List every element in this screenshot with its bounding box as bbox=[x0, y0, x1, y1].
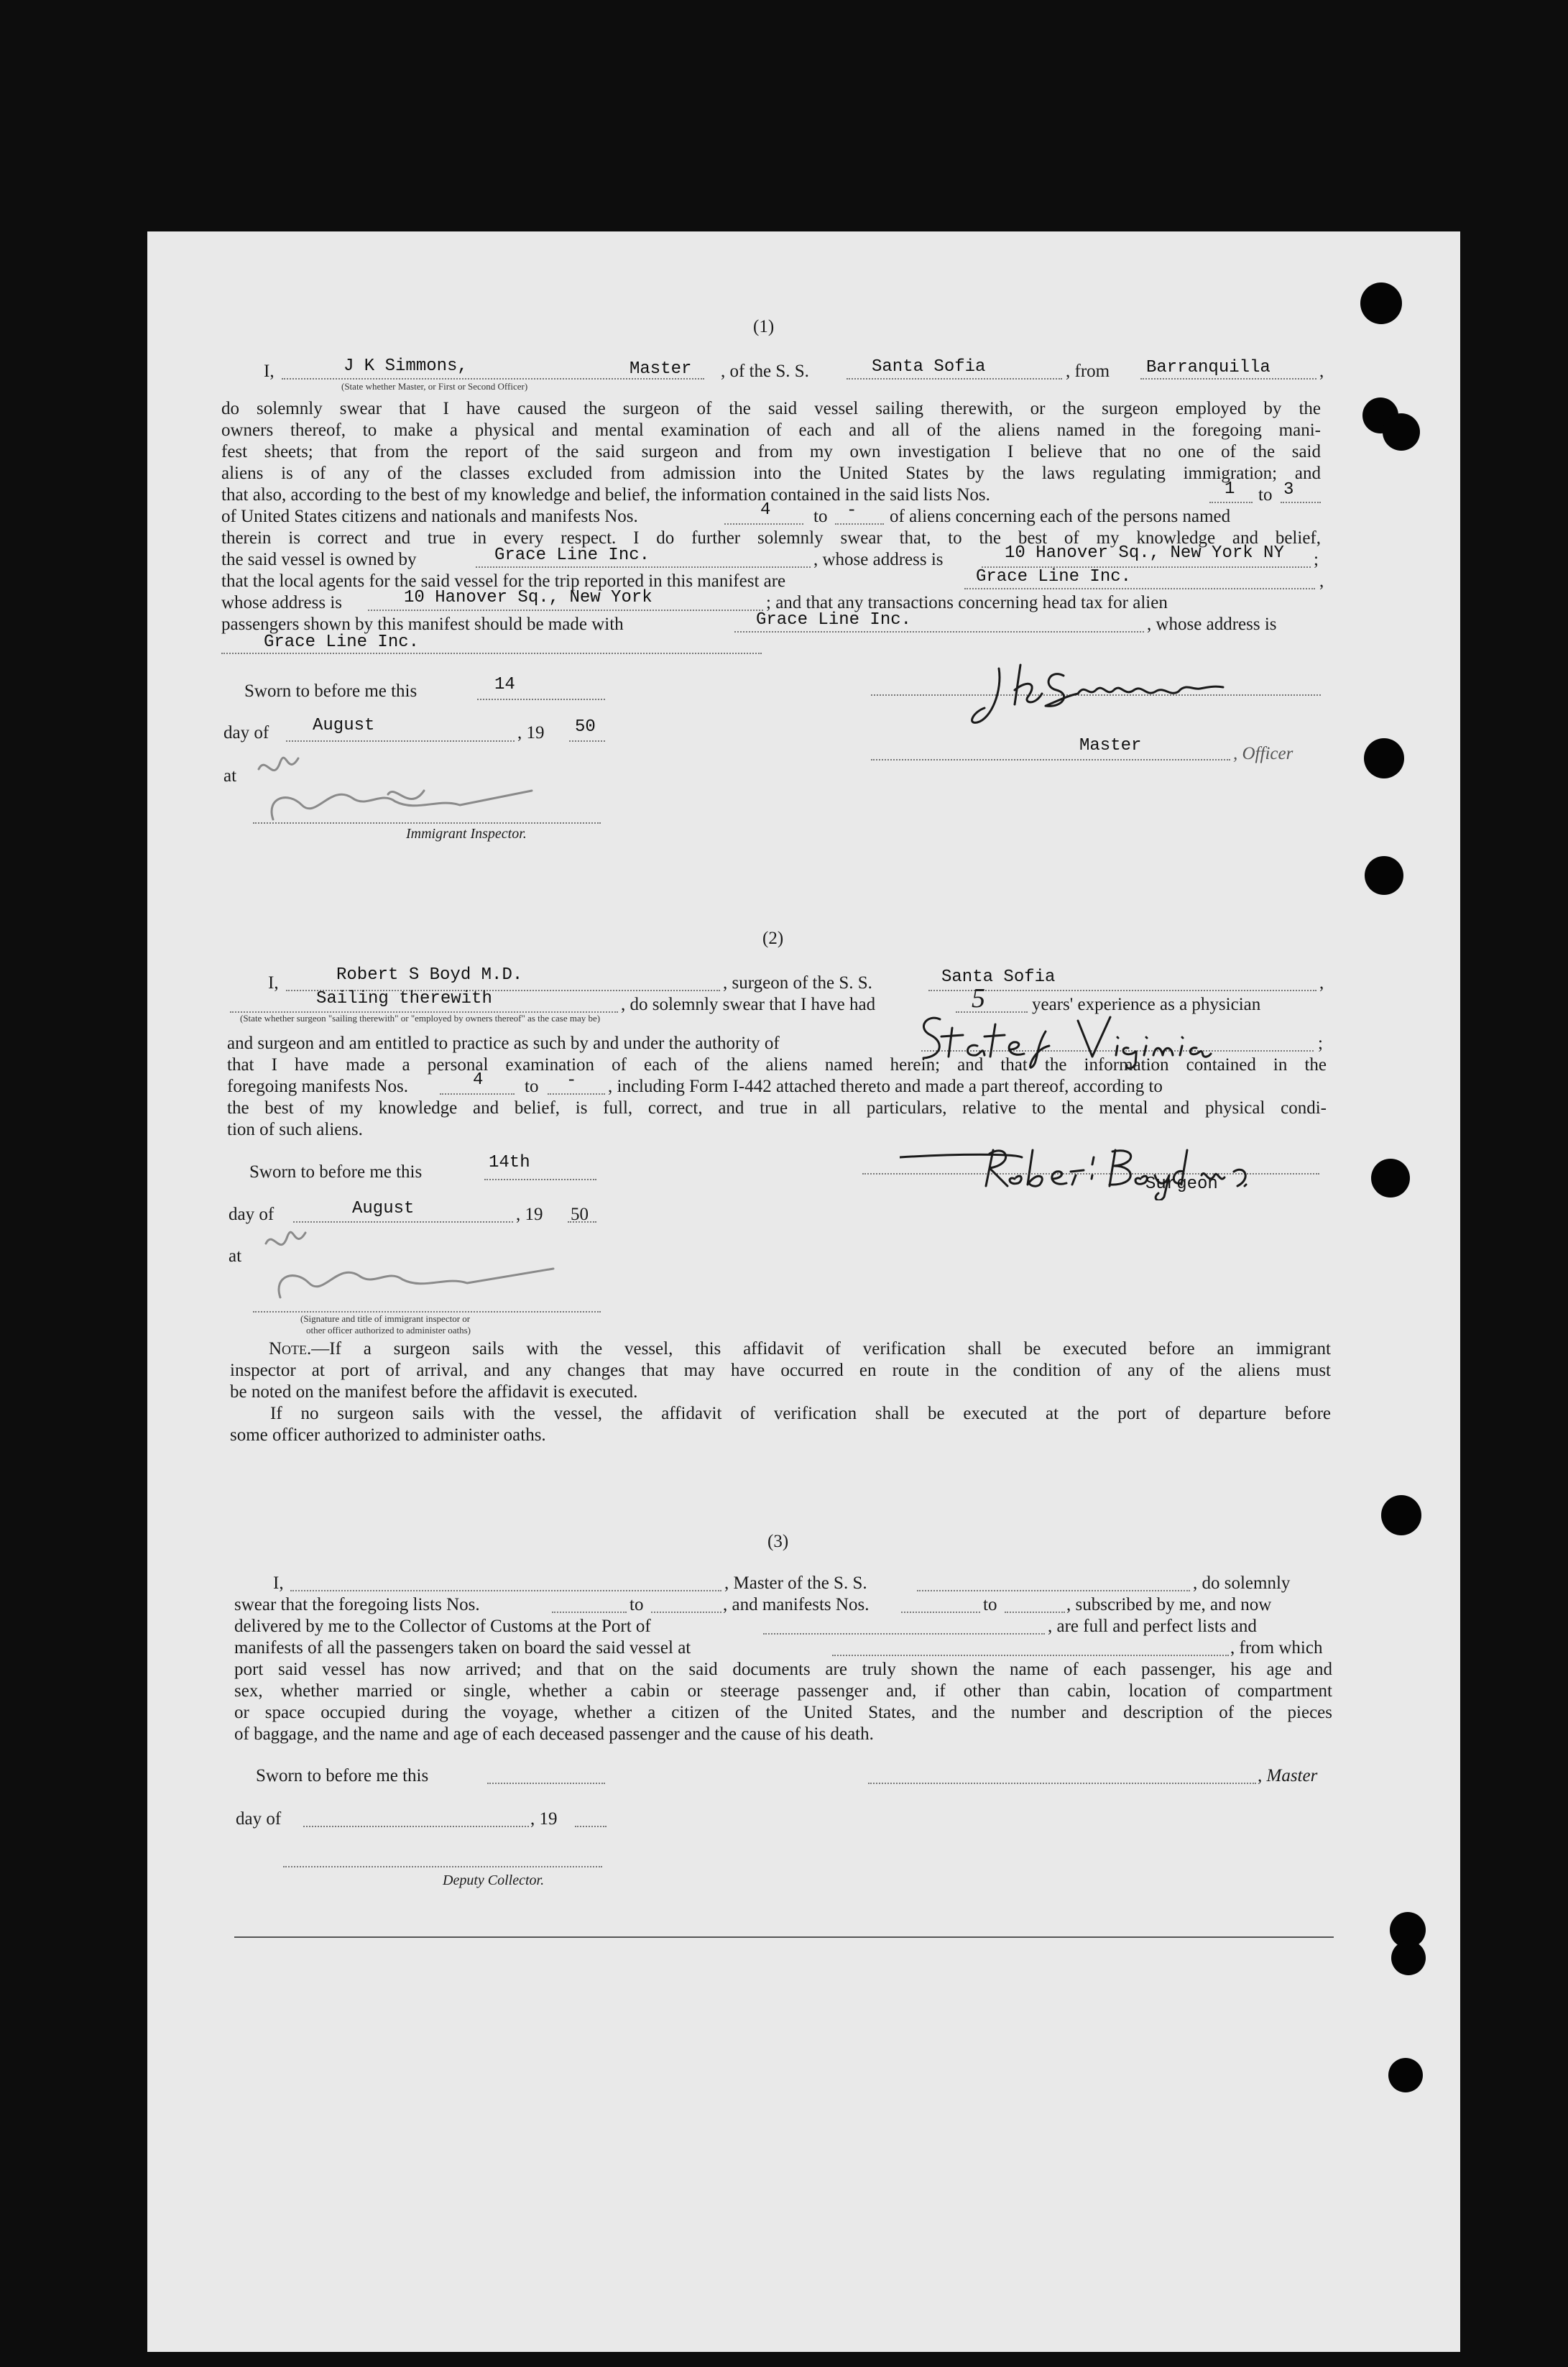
day-of-label: day of bbox=[236, 1809, 282, 1829]
manifests-clause-end: of aliens concerning each of the persons named bbox=[890, 507, 1231, 526]
sworn-day-line bbox=[484, 1179, 596, 1180]
from-port-value: Barranquilla bbox=[1146, 358, 1270, 377]
years-value: 5 bbox=[972, 983, 985, 1014]
owner-clause: the said vessel is owned by bbox=[221, 550, 417, 569]
examination-line: that I have made a personal examination of each of the aliens named herein; and that the information contained in the bbox=[227, 1055, 1327, 1075]
tax-with-value: Grace Line Inc. bbox=[756, 610, 912, 630]
day-of-label: day of bbox=[229, 1205, 275, 1224]
section-3-heading: (3) bbox=[767, 1532, 789, 1551]
manifests-label: , and manifests Nos. bbox=[723, 1595, 870, 1614]
day-of-label: day of bbox=[223, 723, 269, 743]
ship-name-value: Santa Sofia bbox=[872, 357, 986, 377]
year-line bbox=[575, 1826, 607, 1827]
surgeon-manifest-from-value: 4 bbox=[473, 1070, 484, 1090]
manifest-from-value: 4 bbox=[760, 500, 771, 520]
lists-to-line bbox=[1281, 502, 1321, 503]
sworn-day-line bbox=[487, 1783, 605, 1784]
manifests-from-line bbox=[901, 1612, 980, 1613]
inspector-signature bbox=[244, 740, 618, 834]
officer-label: , Officer bbox=[1233, 744, 1293, 763]
swear-clause: , do solemnly swear that I have had bbox=[621, 995, 876, 1014]
master-signature bbox=[970, 654, 1229, 733]
semicolon: ; bbox=[1314, 550, 1319, 569]
year-prefix: , 19 bbox=[517, 723, 545, 743]
sworn-day-line bbox=[477, 699, 605, 700]
inspector-signature bbox=[252, 1215, 625, 1308]
lists-from-line bbox=[552, 1612, 627, 1613]
signature-caption: (Signature and title of immigrant inspector or bbox=[300, 1313, 471, 1324]
note-line: inspector at port of arrival, and any changes that may have occurred en route in the condition of any of the aliens must bbox=[230, 1361, 1331, 1380]
master-ship-line bbox=[917, 1590, 1190, 1591]
lists-from-value: 1 bbox=[1225, 479, 1235, 499]
comma: , bbox=[1319, 362, 1324, 381]
month-value: August bbox=[352, 1199, 415, 1218]
master-signature-line bbox=[868, 1783, 1256, 1784]
vessel-port-line bbox=[832, 1655, 1229, 1656]
month-value: August bbox=[313, 716, 375, 735]
master-prefix: I, bbox=[273, 1573, 284, 1593]
sworn-day-value: 14th bbox=[489, 1153, 530, 1172]
agents-address-label: whose address is bbox=[221, 593, 343, 612]
oath-line: owners thereof, to make a physical and mental examination of each and all of the aliens named in the foregoing mani- bbox=[221, 420, 1321, 440]
oath-line: fest sheets; that from the report of the said surgeon and from my own investigation I believe that no one of the said bbox=[221, 442, 1321, 461]
at-label: at bbox=[229, 1246, 242, 1266]
agents-line bbox=[964, 588, 1315, 589]
declarant-prefix: I, bbox=[264, 362, 275, 381]
to-label: to bbox=[1258, 485, 1273, 505]
at-label: at bbox=[223, 766, 237, 786]
agents-clause: that the local agents for the said vessel for the trip reported in this manifest are bbox=[221, 571, 786, 591]
collector-label: Deputy Collector. bbox=[443, 1872, 545, 1888]
belief-line: the best of my knowledge and belief, is full, correct, and true in all particulars, relative to the mental and physical condi- bbox=[227, 1098, 1327, 1118]
punch-hole bbox=[1364, 738, 1404, 778]
surgeon-inspector-line bbox=[253, 1311, 601, 1313]
semicolon: ; bbox=[1318, 1034, 1323, 1053]
manifest-from-line bbox=[724, 523, 803, 525]
year-value: 50 bbox=[575, 717, 596, 737]
punch-hole bbox=[1365, 856, 1403, 895]
master-title-value: Master bbox=[1079, 736, 1142, 755]
punch-hole bbox=[1391, 1941, 1426, 1975]
sworn-label: Sworn to before me this bbox=[244, 681, 418, 701]
oath-line: port said vessel has now arrived; and that on the said documents are truly shown the name of each passenger, his age and bbox=[234, 1660, 1332, 1679]
to-label: to bbox=[629, 1595, 644, 1614]
manifests-clause: of United States citizens and nationals and manifests Nos. bbox=[221, 507, 638, 526]
note-line: be noted on the manifest before the affidavit is executed. bbox=[230, 1382, 638, 1402]
master-label: , Master bbox=[1258, 1766, 1318, 1785]
subscribed-label: , subscribed by me, and now bbox=[1066, 1595, 1272, 1614]
sworn-label: Sworn to before me this bbox=[249, 1162, 423, 1182]
tax-address-label: , whose address is bbox=[1147, 615, 1277, 634]
note-label: Note. bbox=[269, 1339, 312, 1359]
surgeon-prefix: I, bbox=[268, 973, 279, 993]
master-of-label: , Master of the S. S. bbox=[724, 1573, 867, 1593]
surgeon-manifest-to-value: - bbox=[566, 1071, 577, 1090]
owner-value: Grace Line Inc. bbox=[494, 546, 650, 565]
tax-address-line bbox=[221, 653, 762, 654]
collector-line bbox=[283, 1866, 602, 1867]
surgeon-manifest-from-line bbox=[440, 1093, 515, 1095]
agents-value: Grace Line Inc. bbox=[976, 567, 1132, 587]
surgeon-manifest-to-line bbox=[548, 1093, 605, 1095]
owner-line bbox=[476, 566, 811, 568]
lists-to-line bbox=[651, 1612, 721, 1613]
to-label: to bbox=[983, 1595, 997, 1614]
declarant-name-value: J K Simmons, bbox=[343, 357, 468, 376]
footer-rule bbox=[234, 1936, 1334, 1938]
note-line bbox=[269, 1338, 1331, 1361]
agents-address-line bbox=[368, 610, 763, 611]
comma: , bbox=[1319, 973, 1324, 993]
oath-line: do solemnly swear that I have caused the surgeon of the said vessel sailing therewith, or the surgeon employed by the bbox=[221, 399, 1321, 418]
year-prefix: , 19 bbox=[516, 1205, 543, 1224]
owner-address-label: , whose address is bbox=[813, 550, 944, 569]
to-label: to bbox=[813, 507, 828, 526]
note-text: —If a surgeon sails with the vessel, this affidavit of verification shall be executed before an immigrant bbox=[311, 1339, 1331, 1359]
surgeon-status-hint: (State whether surgeon "sailing therewith" or "employed by owners thereof" as the case may be) bbox=[240, 1013, 601, 1024]
tax-address-value: Grace Line Inc. bbox=[264, 633, 420, 652]
sailing-value: Sailing therewith bbox=[316, 989, 492, 1008]
punch-hole bbox=[1388, 2058, 1423, 2092]
punch-hole bbox=[1383, 413, 1420, 451]
taken-on-board-clause: manifests of all the passengers taken on board the said vessel at bbox=[234, 1638, 691, 1658]
year-value: 50 bbox=[571, 1205, 589, 1224]
head-tax-clause: ; and that any transactions concerning head tax for alien bbox=[766, 593, 1168, 612]
full-lists-label: , are full and perfect lists and bbox=[1048, 1617, 1257, 1636]
owner-address-value: 10 Hanover Sq., New York NY bbox=[1005, 543, 1284, 563]
oath-line: or space occupied during the voyage, whether a citizen of the United States, and the number and description of the pieces bbox=[234, 1703, 1332, 1722]
manifest-to-value: - bbox=[847, 501, 857, 520]
lists-from-line bbox=[1209, 502, 1253, 503]
oath-line: aliens is of any of the classes excluded from admission into the United States by the laws regulating immigration; and bbox=[221, 464, 1321, 483]
aliens-line: tion of such aliens. bbox=[227, 1120, 363, 1139]
tax-clause: passengers shown by this manifest should be made with bbox=[221, 615, 624, 634]
section-2-heading: (2) bbox=[762, 929, 784, 948]
surgeon-title-value: Surgeon bbox=[1145, 1175, 1218, 1194]
note-line: If no surgeon sails with the vessel, the affidavit of verification shall be executed at the port of departure before bbox=[270, 1404, 1331, 1423]
inspector-label: Immigrant Inspector. bbox=[406, 826, 527, 842]
tax-with-line bbox=[734, 631, 1144, 633]
oath-line: of baggage, and the name and age of each deceased passenger and the cause of his death. bbox=[234, 1724, 874, 1744]
port-line bbox=[763, 1633, 1045, 1635]
lists-to-value: 3 bbox=[1283, 480, 1294, 500]
year-prefix: , 19 bbox=[530, 1809, 558, 1829]
surgeon-signature bbox=[900, 1136, 1302, 1200]
master-title-line bbox=[871, 759, 1230, 760]
surgeon-of-label: , surgeon of the S. S. bbox=[723, 973, 872, 993]
lists-clause: that also, according to the best of my knowledge and belief, the information contained in the said lists Nos. bbox=[221, 485, 990, 505]
punch-hole bbox=[1381, 1495, 1421, 1535]
to-label: to bbox=[525, 1077, 539, 1096]
from-which-label: , from which bbox=[1230, 1638, 1323, 1658]
sworn-day-value: 14 bbox=[494, 675, 515, 694]
form-i442-clause: , including Form I-442 attached thereto and made a part thereof, according to bbox=[608, 1077, 1163, 1096]
manifest-to-line bbox=[835, 523, 884, 525]
surgeon-ship-value: Santa Sofia bbox=[941, 968, 1056, 987]
declarant-title-value: Master bbox=[629, 359, 692, 379]
signature-caption: other officer authorized to administer oaths) bbox=[306, 1325, 471, 1336]
ship-name-line bbox=[847, 378, 1062, 380]
solemnly-label: , do solemnly bbox=[1193, 1573, 1291, 1593]
from-label: , from bbox=[1066, 362, 1110, 381]
years-text: years' experience as a physician bbox=[1032, 995, 1261, 1014]
punch-hole bbox=[1371, 1159, 1410, 1198]
lists-clause: swear that the foregoing lists Nos. bbox=[234, 1595, 480, 1614]
master-name-line bbox=[290, 1590, 721, 1591]
sworn-label: Sworn to before me this bbox=[256, 1766, 429, 1785]
month-line bbox=[303, 1826, 529, 1827]
section-1-heading: (1) bbox=[753, 317, 775, 336]
oath-line: sex, whether married or single, whether a cabin or steerage passenger and, if other than cabin, location of compartment bbox=[234, 1681, 1332, 1701]
oath-line: therein is correct and true in every respect. I do further solemnly swear that, to the best of my knowledge and belief, bbox=[221, 528, 1321, 548]
agents-address-value: 10 Hanover Sq., New York bbox=[404, 588, 652, 607]
foregoing-manifests-label: foregoing manifests Nos. bbox=[227, 1077, 409, 1096]
note-line: some officer authorized to administer oaths. bbox=[230, 1425, 546, 1445]
surgeon-name-value: Robert S Boyd M.D. bbox=[336, 965, 523, 985]
collector-clause: delivered by me to the Collector of Customs at the Port of bbox=[234, 1617, 651, 1636]
comma: , bbox=[1319, 571, 1324, 591]
manifests-to-line bbox=[1005, 1612, 1065, 1613]
from-port-line bbox=[1140, 378, 1316, 380]
of-ss-label: , of the S. S. bbox=[721, 362, 809, 381]
authority-clause: and surgeon and am entitled to practice as such by and under the authority of bbox=[227, 1034, 780, 1053]
surgeon-ship-line bbox=[928, 990, 1316, 991]
declarant-title-hint: (State whether Master, or First or Second Officer) bbox=[341, 381, 528, 392]
punch-hole bbox=[1360, 282, 1402, 324]
